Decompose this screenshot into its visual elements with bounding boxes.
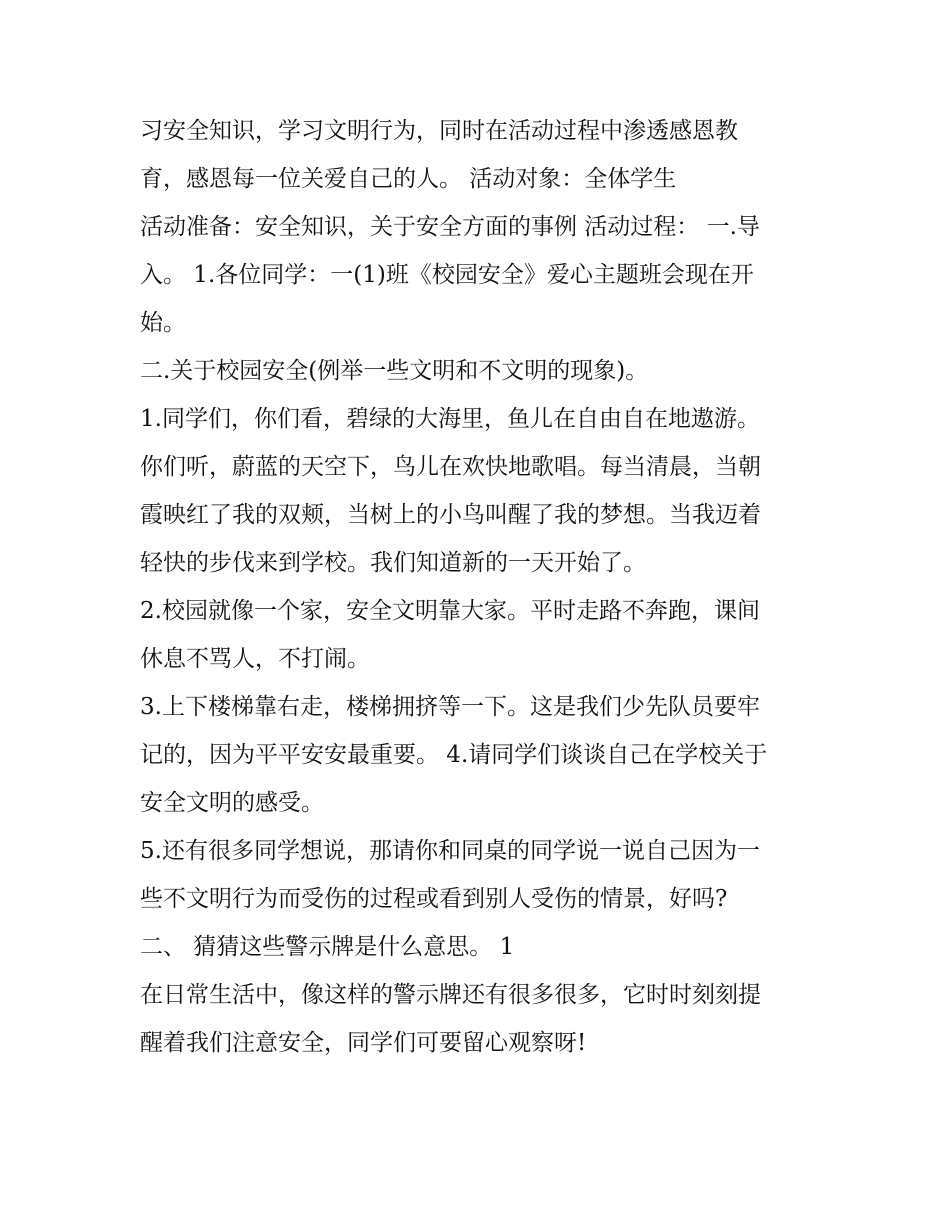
text-line: 二.关于校园安全(例举一些文明和不文明的现象)。: [140, 358, 649, 384]
text-line: 记的，因为平平安安最重要。 4.请同学们谈谈自己在学校关于: [140, 742, 768, 768]
text-line: 2.校园就像一个家，安全文明靠大家。平时走路不奔跑，课间: [140, 598, 760, 624]
text-line: 你们听，蔚蓝的天空下，鸟儿在欢快地歌唱。每当清晨，当朝: [140, 454, 761, 480]
text-line: 休息不骂人，不打闹。: [140, 646, 370, 672]
text-line: 轻快的步伐来到学校。我们知道新的一天开始了。: [140, 550, 646, 576]
text-line: 始。: [140, 310, 186, 336]
text-line: 安全文明的感受。: [140, 790, 324, 816]
document-body: [140, 107, 820, 1067]
text-line: 在日常生活中，像这样的警示牌还有很多很多，它时时刻刻提: [140, 982, 761, 1008]
text-line: 育，感恩每一位关爱自己的人。 活动对象：全体学生: [140, 166, 677, 192]
text-line: 习安全知识，学习文明行为，同时在活动过程中渗透感恩教: [140, 118, 738, 144]
text-line: 1.同学们，你们看，碧绿的大海里，鱼儿在自由自在地遨游。: [140, 406, 760, 432]
text-line: 二、 猜猜这些警示牌是什么意思。 1: [140, 934, 515, 960]
text-line: 3.上下楼梯靠右走，楼梯拥挤等一下。这是我们少先队员要牢: [140, 694, 760, 720]
text-line: 醒着我们注意安全，同学们可要留心观察呀!: [140, 1030, 587, 1056]
text-line: 霞映红了我的双颊，当树上的小鸟叫醒了我的梦想。当我迈着: [140, 502, 761, 528]
text-line: 入。 1.各位同学：一(1)班《校园安全》爱心主题班会现在开: [140, 262, 754, 288]
text-line: 些不文明行为而受伤的过程或看到别人受伤的情景，好吗?: [140, 886, 728, 912]
text-line: 活动准备：安全知识，关于安全方面的事例 活动过程： 一.导: [140, 214, 760, 240]
text-line: 5.还有很多同学想说，那请你和同桌的同学说一说自己因为一: [140, 838, 760, 864]
